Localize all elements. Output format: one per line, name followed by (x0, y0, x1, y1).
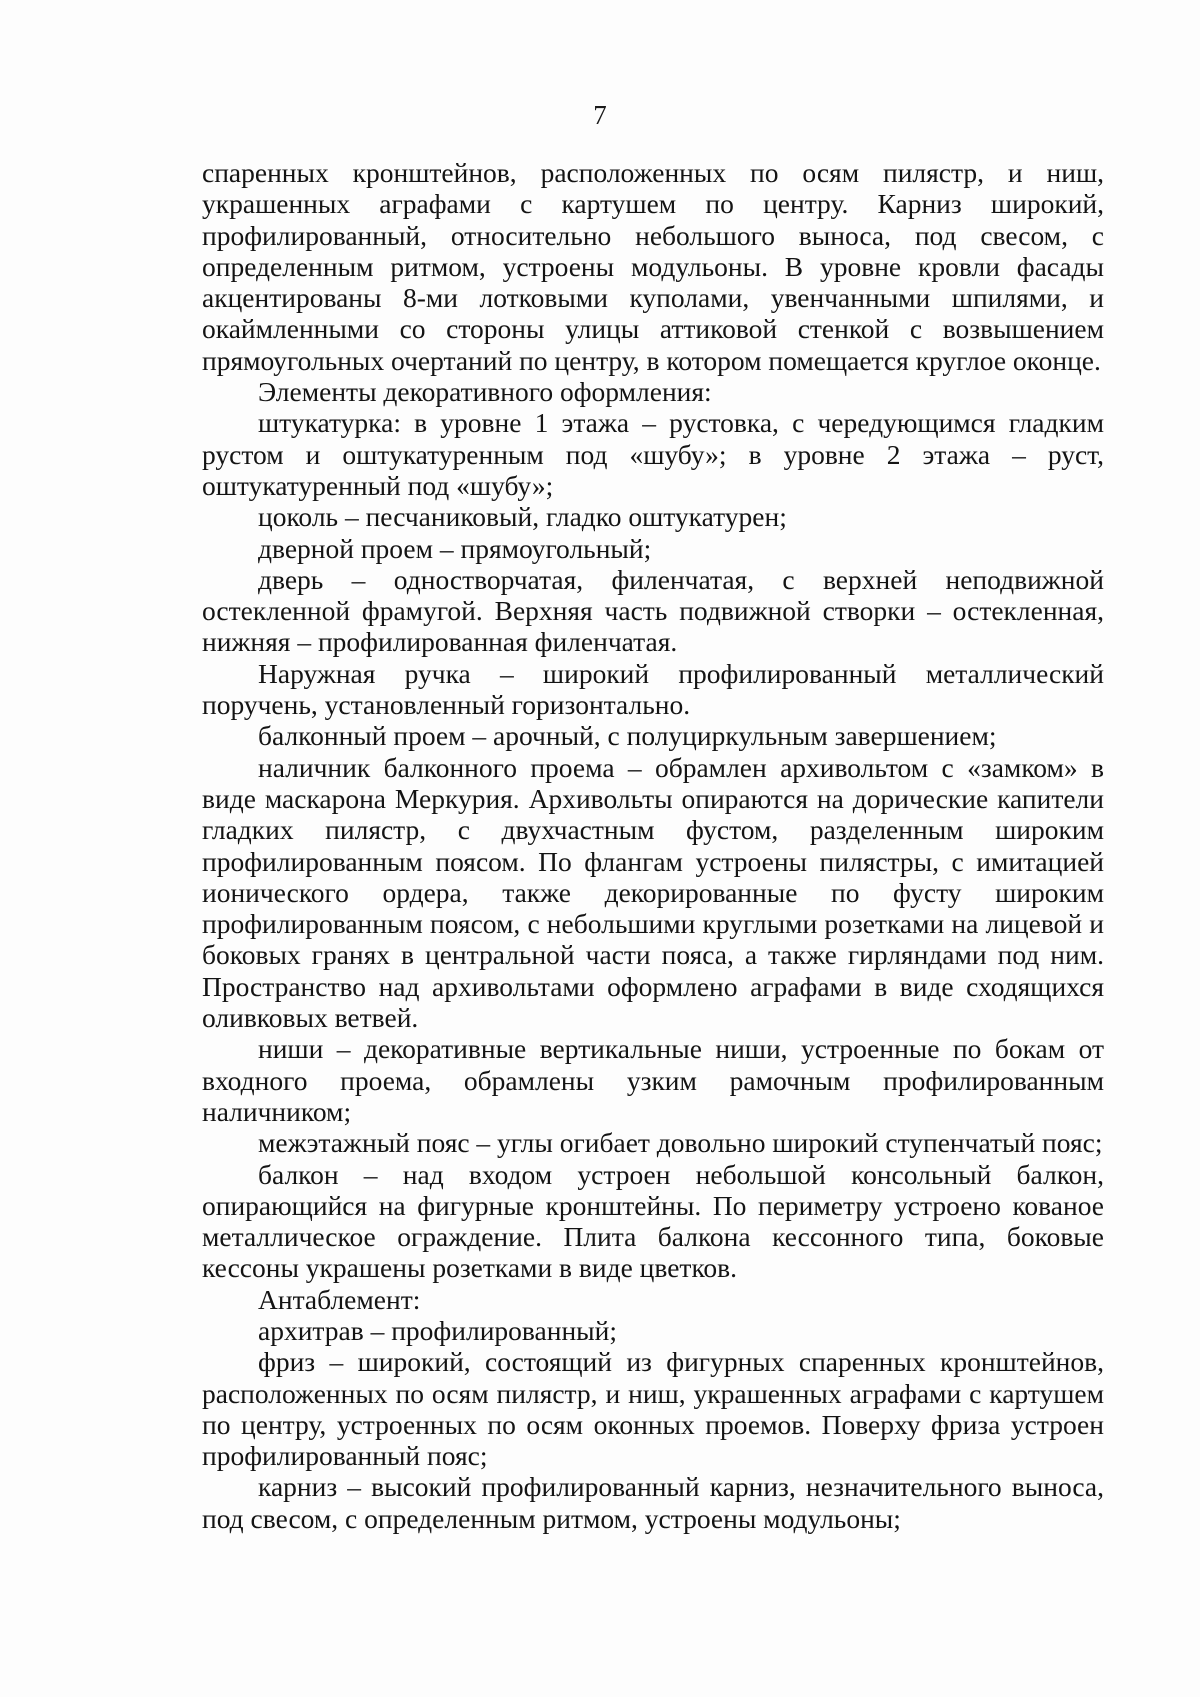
paragraph: дверь – одностворчатая, филенчатая, с верхней неподвижной остекленной фрамугой. Верхняя часть подвижной створки – остекленная, нижняя – профилированная филенчатая. (202, 563, 1104, 658)
paragraph: Наружная ручка – широкий профилированный металлический поручень, установленный горизонтально. (202, 657, 1104, 721)
page-number: 7 (593, 100, 607, 130)
paragraph: архитрав – профилированный; (258, 1314, 618, 1346)
paragraph: Элементы декоративного оформления: (258, 376, 712, 408)
paragraph: межэтажный пояс – углы огибает довольно широкий ступенчатый пояс; (258, 1127, 1103, 1159)
paragraph: цоколь – песчаниковый, гладко оштукатурен; (258, 501, 787, 533)
paragraph: наличник балконного проема – обрамлен архивольтом с «замком» в виде маскарона Меркурия. Архивольты опираются на дорические капители гладких пилястр, с двухчастным фустом, разделенным широким профилированным поясом. По флангам устроены пилястры, с имитацией ионического ордера, также декорированные по фусту широким профилированным поясом, с небольшими круглыми розетками на лицевой и боковых гранях в центральной части пояса, а также гирляндами под ним. Пространство над архивольтами оформлено аграфами в виде сходящихся оливковых ветвей. (202, 751, 1104, 1034)
paragraph: Антаблемент: (258, 1283, 421, 1315)
paragraph: балкон – над входом устроен небольшой консольный балкон, опирающийся на фигурные кронштейны. По периметру устроено кованое металлическое ограждение. Плита балкона кессонного типа, боковые кессоны украшены розетками в виде цветков. (202, 1158, 1104, 1284)
paragraph: штукатурка: в уровне 1 этажа – рустовка, с чередующимся гладким рустом и оштукатуренным под «шубу»; в уровне 2 этажа – руст, оштукатуренный под «шубу»; (202, 407, 1104, 501)
paragraph: ниши – декоративные вертикальные ниши, устроенные по бокам от входного проема, обрамлены узким рамочным профилированным наличником; (202, 1033, 1104, 1127)
document-body (202, 157, 1104, 1534)
paragraph: балконный проем – арочный, с полуциркульным завершением; (258, 720, 997, 752)
paragraph: карниз – высокий профилированный карниз, незначительного выноса, под свесом, с определенным ритмом, устроены модульоны; (202, 1471, 1104, 1534)
paragraph: дверной проем – прямоугольный; (258, 532, 652, 564)
paragraph: спаренных кронштейнов, расположенных по осям пилястр, и ниш, украшенных аграфами с картушем по центру. Карниз широкий, профилированный, относительно небольшого выноса, под свесом, с определенным ритмом, устроены модульоны. В уровне кровли фасады акцентированы 8-ми лотковыми куполами, увенчанными шпилями, и окаймленными со стороны улицы аттиковой стенкой с возвышением прямоугольных очертаний по центру, в котором помещается круглое оконце. (202, 157, 1104, 376)
paragraph: фриз – широкий, состоящий из фигурных спаренных кронштейнов, расположенных по осям пилястр, и ниш, украшенных аграфами с картушем по центру, устроенных по осям оконных проемов. Поверху фриза устроен профилированный пояс; (202, 1346, 1104, 1472)
